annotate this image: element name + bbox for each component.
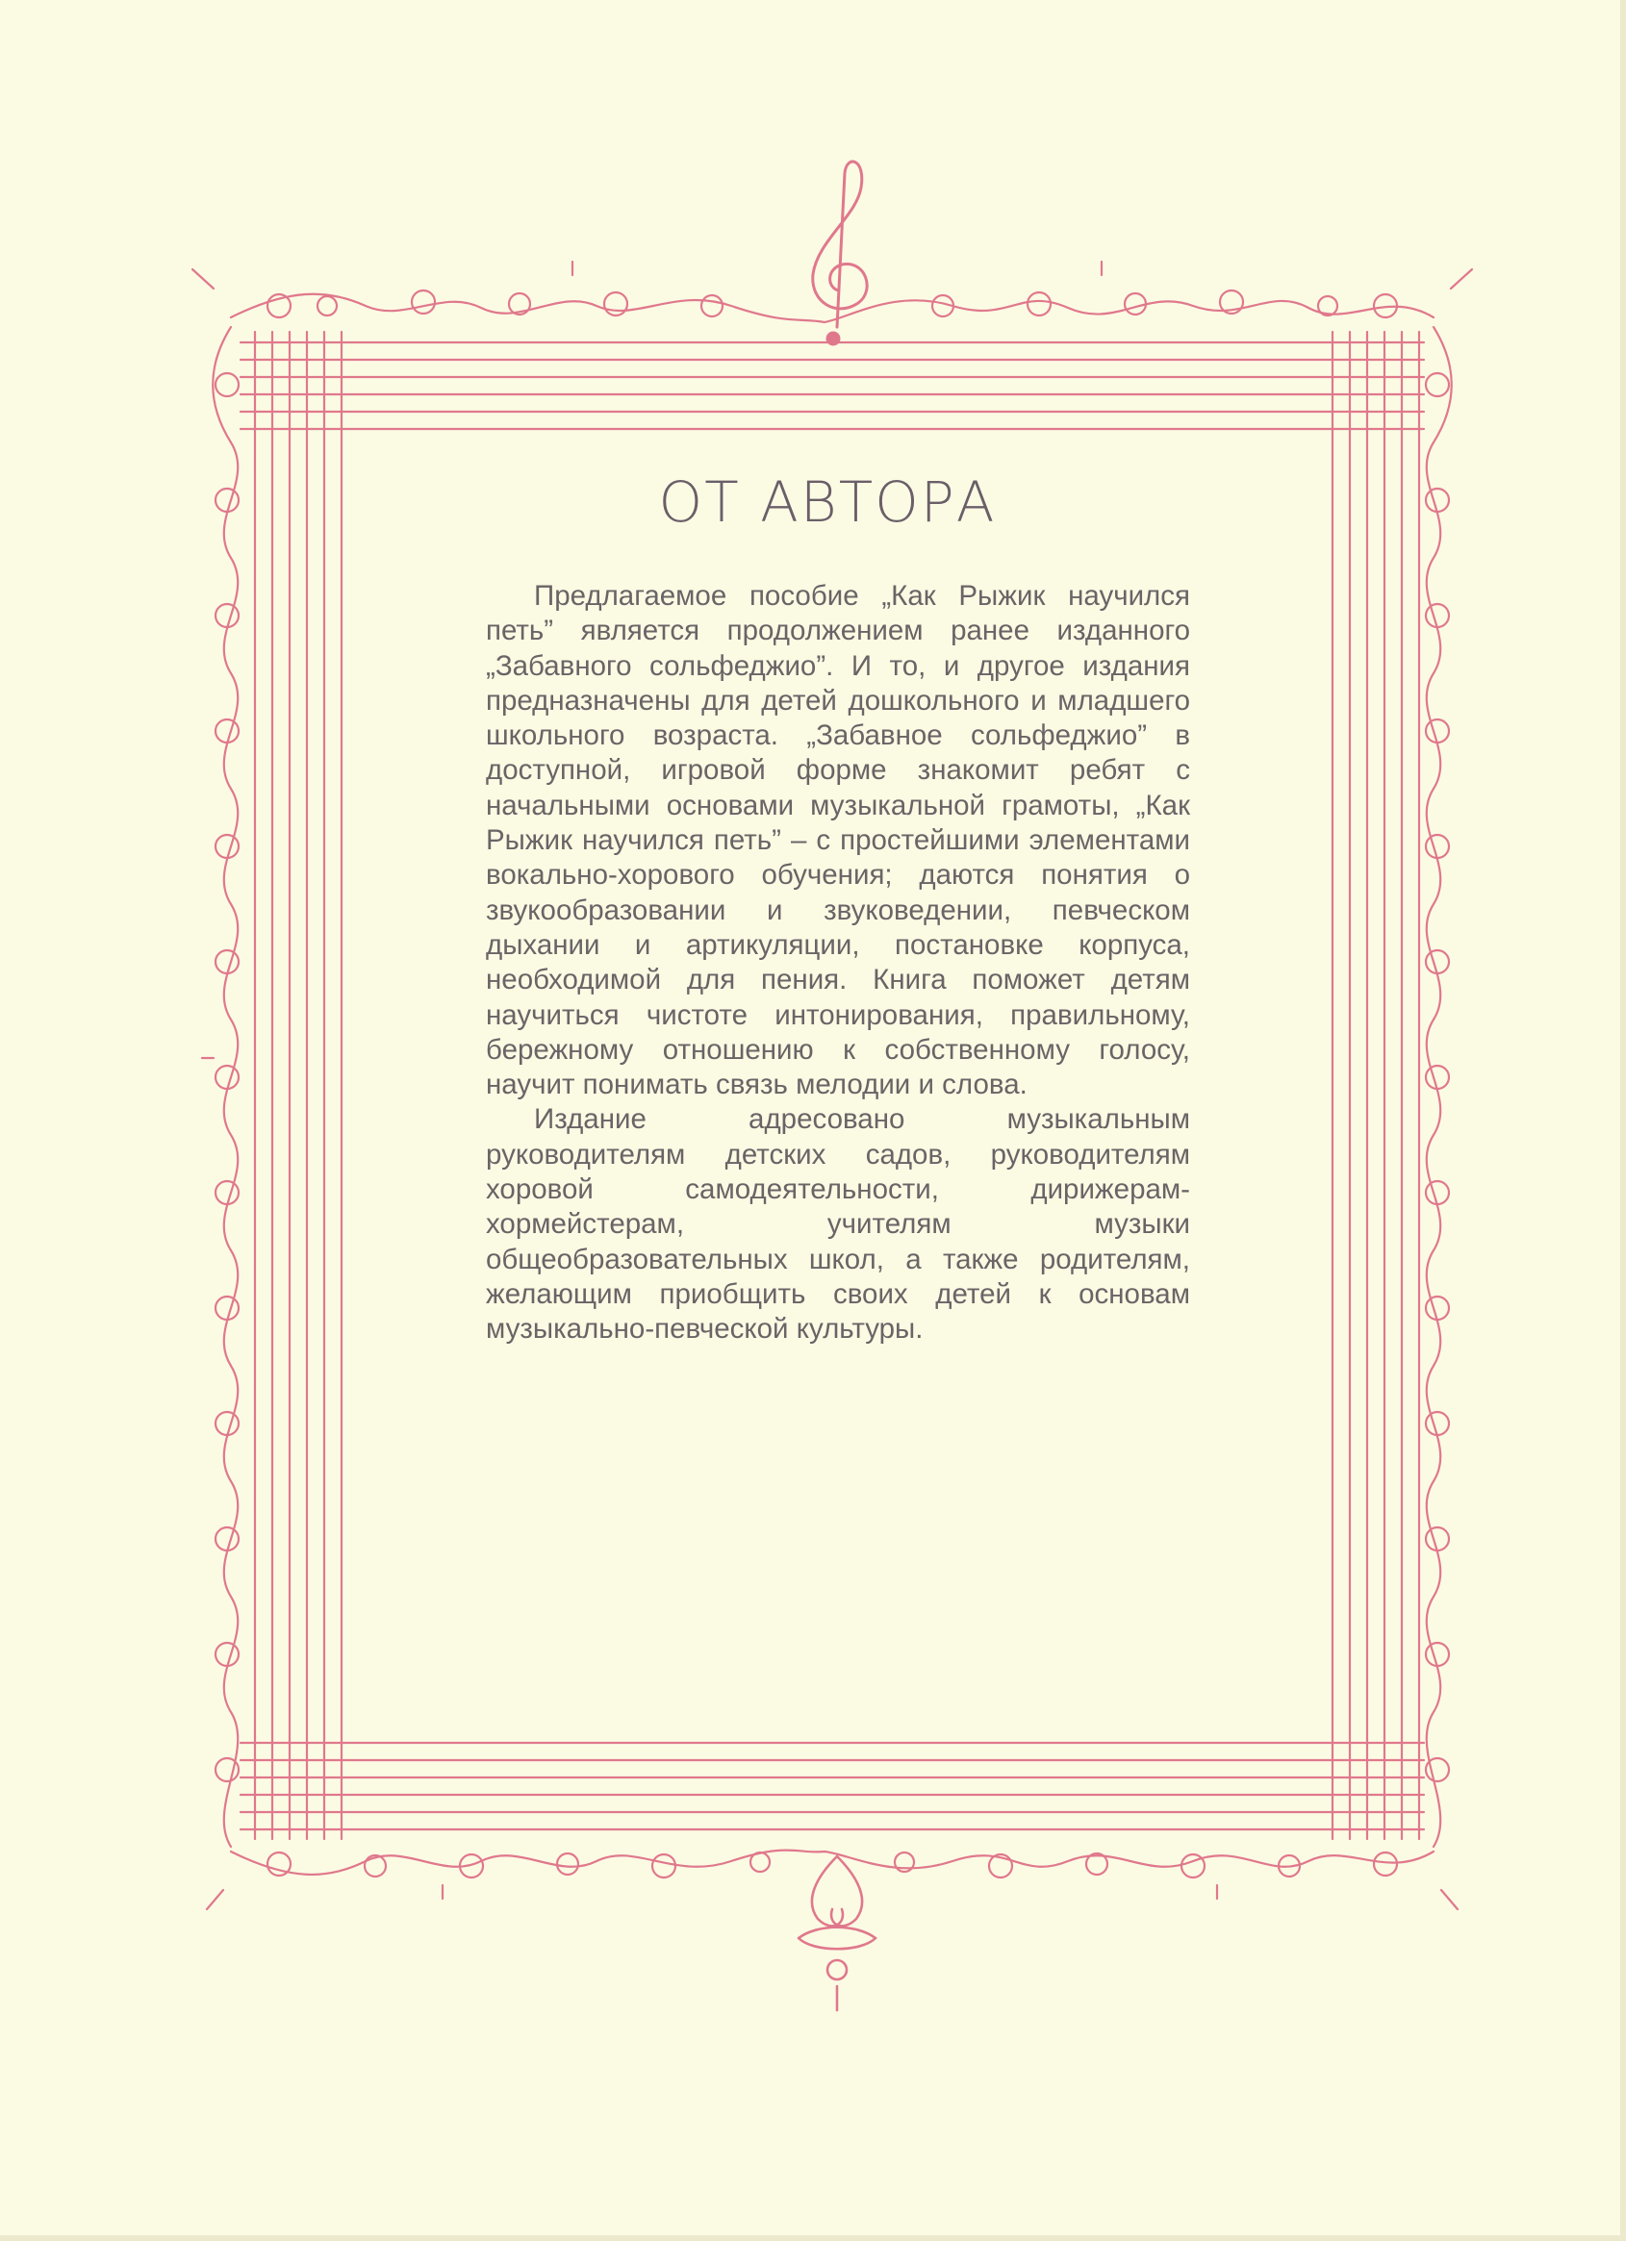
staff-lines-right [1333, 332, 1419, 1839]
scroll-ornament-icon [799, 1856, 876, 2010]
scroll-border-left [202, 327, 239, 1847]
staff-lines-top [241, 342, 1424, 429]
staff-lines-left [255, 332, 342, 1839]
scroll-border-right [1426, 327, 1452, 1847]
preface-paragraph-2: Издание адресовано музыкальным руководителям детских садов, руководителям хоровой самодеятельности, дирижерам-хормейстерам, учителям музыки общеобразовательных школ, а также родителям, желающим приобщить своих детей к основам музыкально-певческой культуры. [486, 1103, 1190, 1346]
staff-lines-bottom [241, 1743, 1424, 1829]
page-title: ОТ АВТОРА [658, 469, 997, 535]
preface-paragraph-1: Предлагаемое пособие „Как Рыжик научился петь” является продолжением ранее изданного „Забавного сольфеджио”. И то, и другое издания предназначены для детей дошкольного и младшего школьного возраста. „Забавное сольфеджио” в доступной, игровой форме знакомит ребят с начальными основами музыкальной грамоты, „Как Рыжик научился петь” – с простейшими элементами вокально-хорового обучения; даются понятия о звукообразовании и звуковедении, певческом дыхании и артикуляции, постановке корпуса, необходимой для пения. Книга поможет детям научиться чистоте интонирования, правильному, бережному отношению к собственному голосу, научит понимать связь мелодии и слова. [486, 580, 1190, 1101]
author-preface [486, 579, 1190, 1348]
scroll-border-bottom [207, 1851, 1458, 1909]
